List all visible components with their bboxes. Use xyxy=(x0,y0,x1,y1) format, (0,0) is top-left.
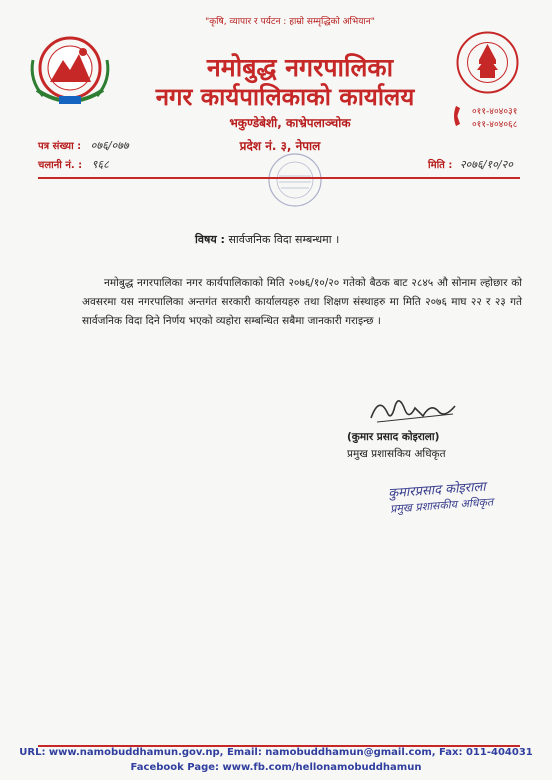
stamp-title: प्रमुख प्रशासकीय अधिकृत xyxy=(389,495,494,516)
footer-facebook: Facebook Page: www.fb.com/hellonamobuddhamun xyxy=(130,762,422,773)
date-value: २०७६/१०/२० xyxy=(459,158,513,171)
dispatch-number-label: चलानी नं. : xyxy=(38,160,83,171)
phone-number-1: ०११-४०४०३१ xyxy=(472,107,518,117)
header-divider xyxy=(38,177,520,179)
motto: "कृषि, व्यापार र पर्यटन : हाम्रो सम्मृद्धिको अभियान" xyxy=(205,17,375,27)
phone-number-2: ०११-४०४०६८ xyxy=(472,120,518,130)
municipality-emblem-icon xyxy=(25,30,115,110)
municipality-name: नमोबुद्ध नगरपालिका xyxy=(206,53,394,82)
phone-icon xyxy=(452,104,468,128)
office-address: भकुण्डेबेशी, काभ्रेपलाञ्चोक xyxy=(229,116,351,130)
subject-line xyxy=(195,232,339,247)
subject-text: सार्वजनिक विदा सम्बन्धमा । xyxy=(228,233,340,246)
office-name: नगर कार्यपालिकाको कार्यालय xyxy=(155,83,415,111)
signatory-title: प्रमुख प्रशासकिय अधिकृत xyxy=(347,448,446,460)
office-province: प्रदेश नं. ३, नेपाल xyxy=(239,139,321,153)
signature-icon xyxy=(365,392,460,426)
office-stamp-icon xyxy=(265,150,325,210)
municipality-seal-icon xyxy=(455,30,520,95)
subject-label: विषय : xyxy=(195,233,225,246)
letter-number-value: ०७६/०७७ xyxy=(90,139,129,152)
date-label: मिति : xyxy=(428,160,453,171)
letter-date xyxy=(428,157,513,172)
footer-contact: URL: www.namobuddhamun.gov.np, Email: namobuddhamun@gmail.com, Fax: 011-404031 xyxy=(19,747,533,758)
stamp-name: कुमारप्रसाद कोइराला xyxy=(387,479,487,502)
letter-number-row xyxy=(38,138,129,153)
signatory-name: (कुमार प्रसाद कोइराला) xyxy=(347,431,440,443)
letter-number-label: पत्र संख्या : xyxy=(38,141,82,152)
body-paragraph: नमोबुद्ध नगरपालिका नगर कार्यपालिकाको मिति २०७६/१०/२० गतेको बैठक बाट २८४५ औ सोनाम ल्होछार को अवसरमा यस नगरपालिका अन्तगंत सरकारी कार्यालयहरु तथा शिक्षण संस्थाहरु मा मिति २०७६ माघ २२ र २३ गते सार्वजनिक विदा दिने निर्णय भएको व्यहोरा सम्बन्धित सबैमा जानकारी गराइन्छ । xyxy=(82,277,522,327)
dispatch-number-value: ९६८ xyxy=(91,158,109,171)
dispatch-number-row xyxy=(38,157,109,172)
letter-body xyxy=(82,274,522,331)
